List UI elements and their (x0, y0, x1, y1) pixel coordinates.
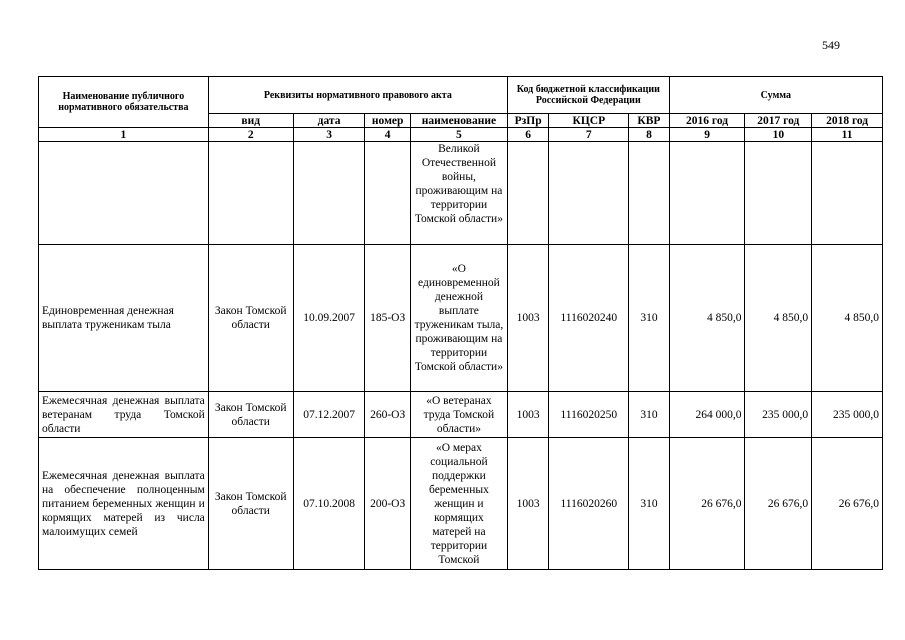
act-number: 185-ОЗ (365, 245, 410, 392)
kvr-code (629, 142, 669, 245)
sum-2016: 264 000,0 (669, 392, 745, 438)
table-row (39, 438, 883, 570)
subheader-kind: вид (208, 114, 293, 128)
header-sum: Сумма (669, 77, 882, 114)
act-kind: Закон Томской области (208, 392, 293, 438)
column-number: 5 (410, 128, 507, 142)
table-row (39, 392, 883, 438)
act-date: 07.12.2007 (293, 392, 365, 438)
obligation-name: Единовременная денежная выплата труженикам тыла (39, 245, 209, 392)
column-number: 3 (293, 128, 365, 142)
sum-2018: 235 000,0 (812, 392, 883, 438)
header-name-column: Наименование публичного нормативного обязательства (39, 77, 209, 128)
column-number: 1 (39, 128, 209, 142)
column-number: 11 (812, 128, 883, 142)
column-number: 9 (669, 128, 745, 142)
sum-2018: 26 676,0 (812, 438, 883, 570)
subheader-rzpr: РзПр (507, 114, 548, 128)
rzpr-code: 1003 (507, 392, 548, 438)
column-number: 6 (507, 128, 548, 142)
act-title: Великой Отечественной войны, проживающим на территории Томской области» (410, 142, 507, 245)
obligation-name (39, 142, 209, 245)
act-title: «О единовременной денежной выплате труженикам тыла, проживающим на территории Томской области» (410, 245, 507, 392)
column-number: 10 (745, 128, 812, 142)
kvr-code: 310 (629, 245, 669, 392)
kcsr-code: 1116020250 (549, 392, 629, 438)
kcsr-code: 1116020260 (549, 438, 629, 570)
act-date: 10.09.2007 (293, 245, 365, 392)
column-number: 8 (629, 128, 669, 142)
sum-2018 (812, 142, 883, 245)
subheader-date: дата (293, 114, 365, 128)
page-number: 549 (822, 38, 840, 52)
subheader-2017: 2017 год (745, 114, 812, 128)
act-kind: Закон Томской области (208, 438, 293, 570)
subheader-title: наименование (410, 114, 507, 128)
column-number: 2 (208, 128, 293, 142)
act-kind (208, 142, 293, 245)
act-kind: Закон Томской области (208, 245, 293, 392)
rzpr-code: 1003 (507, 245, 548, 392)
sum-2016 (669, 142, 745, 245)
kcsr-code (549, 142, 629, 245)
subheader-kvr: КВР (629, 114, 669, 128)
sum-2016: 4 850,0 (669, 245, 745, 392)
kvr-code: 310 (629, 438, 669, 570)
act-title: «О мерах социальной поддержки беременных женщин и кормящих матерей на территории Томской (410, 438, 507, 570)
rzpr-code: 1003 (507, 438, 548, 570)
act-number: 260-ОЗ (365, 392, 410, 438)
sum-2018: 4 850,0 (812, 245, 883, 392)
column-number: 7 (549, 128, 629, 142)
sum-2017: 235 000,0 (745, 392, 812, 438)
sum-2017 (745, 142, 812, 245)
table-row (39, 142, 883, 245)
column-number: 4 (365, 128, 410, 142)
subheader-kcsr: КЦСР (549, 114, 629, 128)
rzpr-code (507, 142, 548, 245)
sum-2016: 26 676,0 (669, 438, 745, 570)
kvr-code: 310 (629, 392, 669, 438)
sum-2017: 26 676,0 (745, 438, 812, 570)
header-legal-act: Реквизиты нормативного правового акта (208, 77, 507, 114)
subheader-2016: 2016 год (669, 114, 745, 128)
sum-2017: 4 850,0 (745, 245, 812, 392)
obligation-name: Ежемесячная денежная выплата ветеранам труда Томской области (39, 392, 209, 438)
act-date (293, 142, 365, 245)
act-title: «О ветеранах труда Томской области» (410, 392, 507, 438)
subheader-2018: 2018 год (812, 114, 883, 128)
table-row (39, 245, 883, 392)
budget-obligations-table (38, 76, 883, 570)
act-number (365, 142, 410, 245)
header-budget-code: Код бюджетной классификации Российской Федерации (507, 77, 669, 114)
subheader-number: номер (365, 114, 410, 128)
kcsr-code: 1116020240 (549, 245, 629, 392)
obligation-name: Ежемесячная денежная выплата на обеспечение полноценным питанием беременных женщин и кормящих матерей из числа малоимущих семей (39, 438, 209, 570)
act-date: 07.10.2008 (293, 438, 365, 570)
act-number: 200-ОЗ (365, 438, 410, 570)
